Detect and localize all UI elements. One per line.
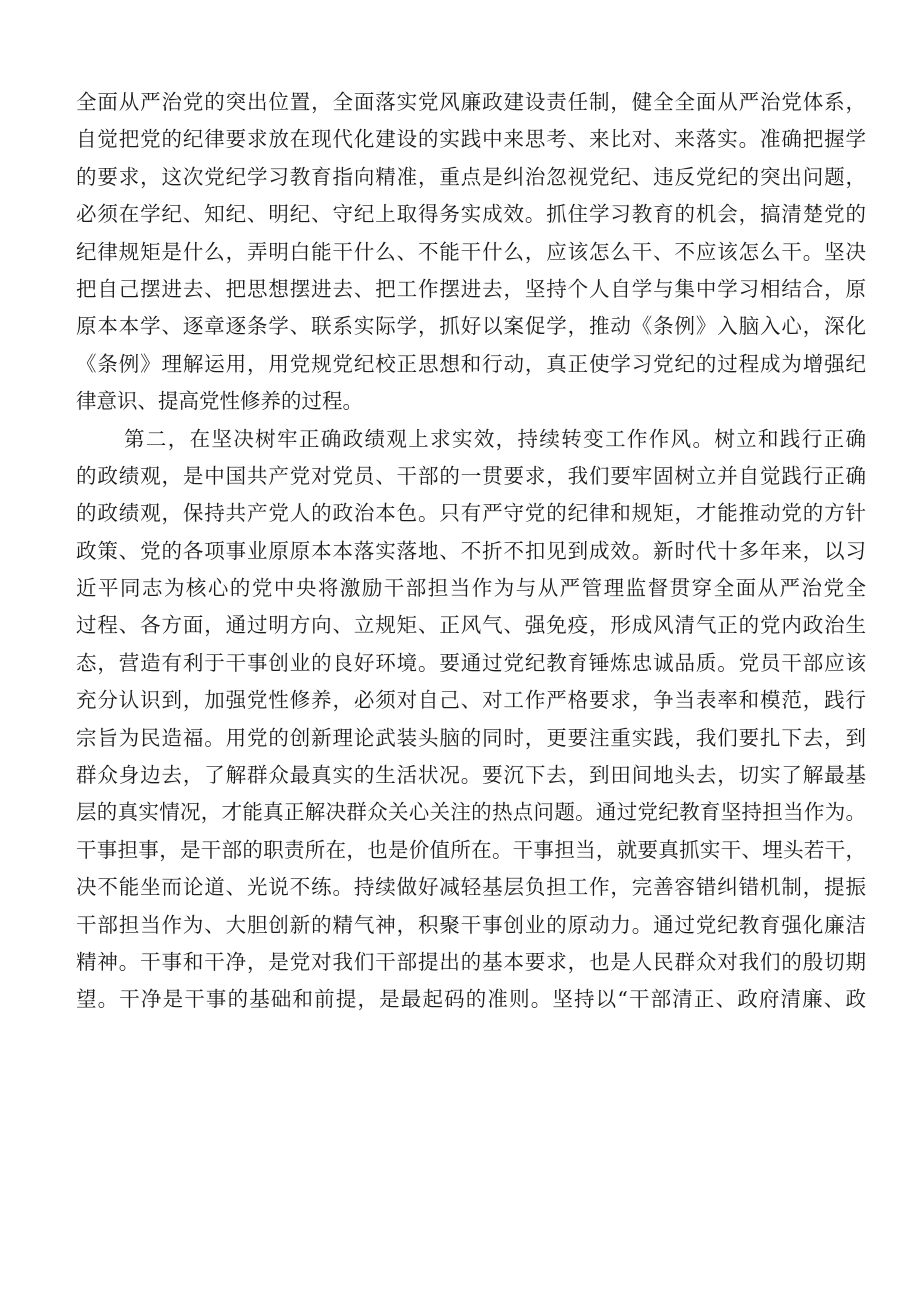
text-line: 《条例》理解运用，用党规党纪校正思想和行动，真正使学习党纪的过程成为增强纪 — [76, 351, 866, 376]
text-line: 层的真实情况，才能真正解决群众关心关注的热点问题。通过党纪教育坚持担当作为。 — [76, 800, 866, 825]
text-line: 自觉把党的纪律要求放在现代化建设的实践中来思考、来比对、来落实。准确把握学 — [76, 127, 866, 152]
text-line: 的要求，这次党纪学习教育指向精准，重点是纠治忽视党纪、违反党纪的突出问题， — [76, 164, 866, 189]
text-line: 群众身边去，了解群众最真实的生活状况。要沉下去，到田间地头去，切实了解最基 — [76, 763, 866, 788]
text-line: 近平同志为核心的党中央将激励干部担当作为与从严管理监督贯穿全面从严治党全 — [76, 576, 866, 601]
text-line: 原本本学、逐章逐条学、联系实际学，抓好以案促学，推动《条例》入脑入心，深化 — [76, 314, 866, 339]
paragraph-1 — [76, 84, 866, 421]
text-line: 精神。干事和干净，是党对我们干部提出的基本要求，也是人民群众对我们的殷切期 — [76, 949, 866, 974]
text-line: 律意识、提高党性修养的过程。 — [76, 389, 363, 414]
text-line: 过程、各方面，通过明方向、立规矩、正风气、强免疫，形成风清气正的党内政治生 — [76, 613, 866, 638]
document-body — [76, 84, 866, 1019]
text-line: 干事担事，是干部的职责所在，也是价值所在。干事担当，就要真抓实干、埋头若干， — [76, 837, 866, 862]
text-line: 把自己摆进去、把思想摆进去、把工作摆进去，坚持个人自学与集中学习相结合，原 — [76, 276, 866, 301]
text-line: 宗旨为民造福。用党的创新理论武装头脑的同时，更要注重实践，我们要扎下去，到 — [76, 725, 866, 750]
text-line: 充分认识到，加强党性修养，必须对自己、对工作严格要求，争当表率和模范，践行 — [76, 688, 866, 713]
text-line: 望。干净是干事的基础和前提，是最起码的准则。坚持以“干部清正、政府清廉、政 — [76, 987, 866, 1012]
text-line: 态，营造有利于干事创业的良好环境。要通过党纪教育锤炼忠诚品质。党员干部应该 — [76, 650, 866, 675]
text-line: 干部担当作为、大胆创新的精气神，积聚干事创业的原动力。通过党纪教育强化廉洁 — [76, 912, 866, 937]
text-line: 政策、党的各项事业原原本本落实落地、不折不扣见到成效。新时代十多年来，以习 — [76, 538, 866, 563]
text-line: 必须在学纪、知纪、明纪、守纪上取得务实成效。抓住学习教育的机会，搞清楚党的 — [76, 202, 866, 227]
text-line: 纪律规矩是什么，弄明白能干什么、不能干什么，应该怎么干、不应该怎么干。坚决 — [76, 239, 866, 264]
text-line: 全面从严治党的突出位置，全面落实党风廉政建设责任制，健全全面从严治党体系， — [76, 90, 866, 114]
text-line: 决不能坐而论道、光说不练。持续做好减轻基层负担工作，完善容错纠错机制，提振 — [76, 875, 866, 900]
text-line: 第二，在坚决树牢正确政绩观上求实效，持续转变工作作风。树立和践行正确 — [124, 426, 866, 451]
text-line: 的政绩观，保持共产党人的政治本色。只有严守党的纪律和规矩，才能推动党的方针 — [76, 501, 866, 526]
text-line: 的政绩观，是中国共产党对党员、干部的一贯要求，我们要牢固树立并自觉践行正确 — [76, 463, 866, 488]
paragraph-2 — [76, 421, 866, 1019]
